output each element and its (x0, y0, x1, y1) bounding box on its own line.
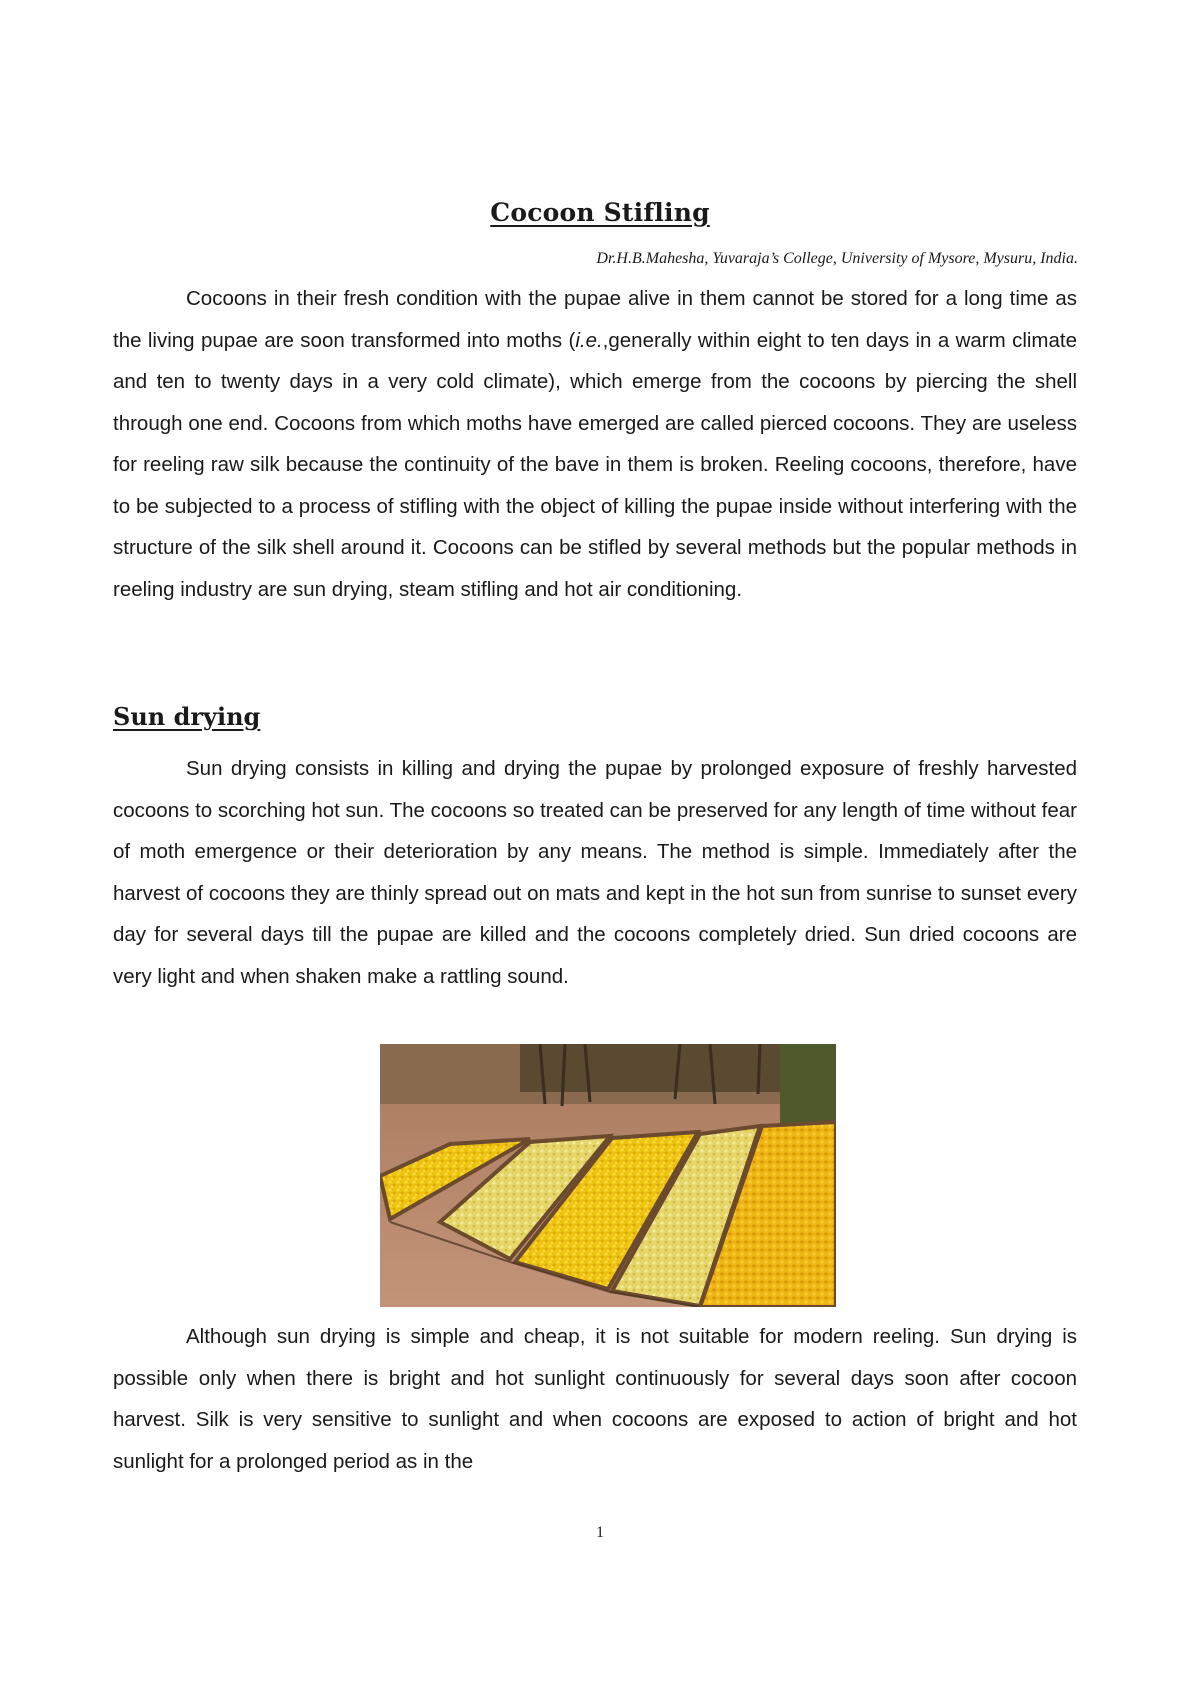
paragraph-sun-drying: Sun drying consists in killing and drying the pupae by prolonged exposure of freshly harvested cocoons to scorching hot sun. The cocoons so treated can be preserved for any length of time without fear of moth emergence or their deterioration by any means. The method is simple. Immediately after the harvest of cocoons they are thinly spread out on mats and kept in the hot sun from sunrise to sunset every day for several days till the pupae are killed and the cocoons completely dried. Sun dried cocoons are very light and when shaken make a rattling sound. (113, 757, 1077, 988)
cocoon-drying-illustration (380, 1044, 836, 1307)
paragraph-intro-part1: Cocoons in their fresh condition with the pupae alive in them cannot be stored for a long time as the living pupae are soon transformed into moths ( (113, 287, 1077, 352)
cocoon-drying-photo (380, 1044, 836, 1307)
paragraph-sun-drying-drawbacks: Although sun drying is simple and cheap, it is not suitable for modern reeling. Sun drying is possible only when there is bright and hot sunlight continuously for several days soon after cocoon harvest. Silk is very sensitive to sunlight and when cocoons are exposed to action of bright and hot sunlight for a prolonged period as in the (113, 1325, 1077, 1473)
paragraph-intro-part2: ,generally within eight to ten days in a warm climate and ten to twenty days in a very cold climate), which emerge from the cocoons by piercing the shell through one end. Cocoons from which moths have emerged are called pierced cocoons. They are useless for reeling raw silk because the continuity of the bave in them is broken. Reeling cocoons, therefore, have to be subjected to a process of stifling with the object of killing the pupae inside without interfering with the structure of the silk shell around it. Cocoons can be stifled by several methods but the popular methods in reeling industry are sun drying, steam stifling and hot air conditioning. (113, 328, 1078, 601)
document-title: Cocoon Stifling (490, 198, 710, 227)
page-number: 1 (596, 1524, 604, 1541)
paragraph-intro-italic: i.e. (575, 328, 603, 352)
paragraph-intro (113, 278, 1077, 610)
section-heading-sun-drying: Sun drying (113, 702, 261, 731)
author-line: Dr.H.B.Mahesha, Yuvaraja’s College, University of Mysore, Mysuru, India. (596, 250, 1078, 267)
